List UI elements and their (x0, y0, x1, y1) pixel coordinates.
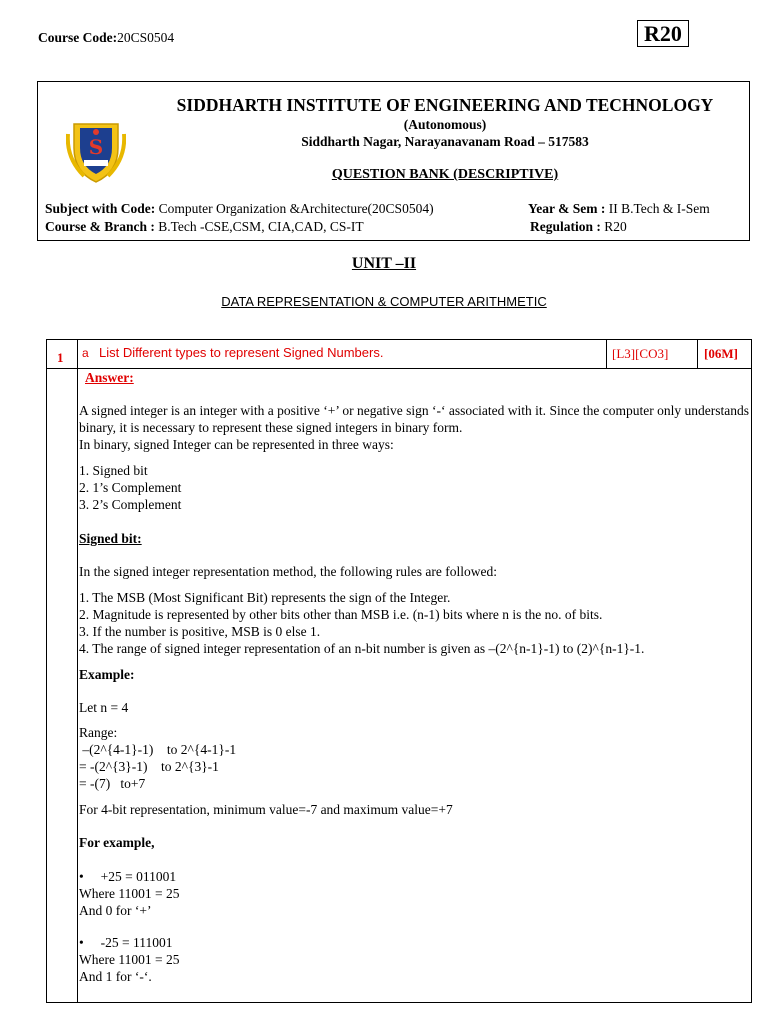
autonomous-label: (Autonomous) (403, 117, 487, 132)
yearsem-value: II B.Tech & I-Sem (608, 201, 710, 216)
range-line: –(2^{4-1}-1) to 2^{4-1}-1 (79, 742, 237, 757)
subject-value: Computer Organization &Architecture(20CS0504) (158, 201, 434, 216)
range-block (79, 724, 749, 792)
course-code (38, 30, 174, 46)
yearsem-row (528, 201, 710, 217)
course-value: B.Tech -CSE,CSM, CIA,CAD, CS-IT (158, 219, 364, 234)
rules-intro: In the signed integer representation method, the following rules are followed: (79, 564, 497, 579)
list-item: And 1 for ‘-‘. (79, 969, 152, 984)
question-marks: [06M] (704, 346, 738, 361)
list-item: 3. 2’s Complement (79, 497, 182, 512)
table-column-divider (697, 339, 698, 369)
course-code-label: Course Code: (38, 30, 118, 45)
list-item: 3. If the number is positive, MSB is 0 else 1. (79, 624, 321, 639)
list-item: • -25 = 111001 (79, 935, 173, 950)
answer-heading: Answer: (85, 370, 134, 385)
let-n: Let n = 4 (79, 700, 129, 715)
range-line: = -(7) to+7 (79, 776, 146, 791)
regulation-value: R20 (604, 219, 627, 234)
list-item: 1. Signed bit (79, 463, 148, 478)
rules-list (79, 589, 749, 657)
list-item: • +25 = 011001 (79, 869, 177, 884)
question-level: [L3][CO3] (612, 346, 669, 361)
list-item: 4. The range of signed integer representation of an n-bit number is given as –(2^{n-1}-1) to (2)^{n-1}-1. (79, 641, 645, 656)
list-item: 2. Magnitude is represented by other bits other than MSB i.e. (n-1) bits where n is the no. of bits. (79, 607, 603, 622)
regulation-label: Regulation : (530, 219, 601, 234)
range-summary: For 4-bit representation, minimum value=-7 and maximum value=+7 (79, 802, 453, 817)
institute-crest-icon (66, 118, 126, 184)
bullet-icon: • (79, 935, 101, 950)
range-label: Range: (79, 725, 118, 740)
document-title: QUESTION BANK (DESCRIPTIVE) (331, 167, 559, 182)
regulation-badge: R20 (637, 20, 689, 47)
table-column-divider (77, 339, 78, 1002)
yearsem-label: Year & Sem : (528, 201, 606, 216)
unit-title: UNIT –II (351, 255, 417, 272)
ways-list (79, 462, 749, 513)
negative-example (79, 934, 749, 985)
unit-topic: DATA REPRESENTATION & COMPUTER ARITHMETIC (221, 294, 547, 309)
signed-bit-heading: Signed bit: (79, 531, 142, 546)
answer-intro-2: In binary, signed Integer can be represented in three ways: (79, 437, 394, 452)
institute-address: Siddharth Nagar, Narayanavanam Road – 517583 (301, 134, 589, 149)
table-column-divider (606, 339, 607, 369)
table-divider (46, 368, 751, 369)
subject-label: Subject with Code: (45, 201, 156, 216)
list-item: Where 11001 = 25 (79, 886, 180, 901)
question-text: List Different types to represent Signed Numbers. (99, 345, 384, 360)
bullet-icon: • (79, 869, 101, 884)
regulation-row (530, 219, 627, 235)
range-line: = -(2^{3}-1) to 2^{3}-1 (79, 759, 219, 774)
list-item: And 0 for ‘+’ (79, 903, 152, 918)
institute-name: SIDDHARTH INSTITUTE OF ENGINEERING AND TECHNOLOGY (176, 95, 714, 115)
subject-row (45, 201, 434, 217)
list-item: 2. 1’s Complement (79, 480, 182, 495)
for-example-heading: For example, (79, 835, 155, 850)
question-number: 1 (57, 350, 64, 365)
svg-text:S: S (88, 135, 104, 159)
list-item: 1. The MSB (Most Significant Bit) represents the sign of the Integer. (79, 590, 451, 605)
course-code-value: 20CS0504 (117, 30, 175, 45)
positive-example (79, 868, 749, 919)
course-label: Course & Branch : (45, 219, 155, 234)
answer-intro: A signed integer is an integer with a positive ‘+’ or negative sign ‘-‘ associated with it. Since the computer only understands binary, it is necessary to represent these signed integers in binary form. (79, 403, 749, 435)
list-item: Where 11001 = 25 (79, 952, 180, 967)
question-part: a (82, 346, 89, 360)
example-heading: Example: (79, 667, 135, 682)
course-row (45, 219, 364, 235)
